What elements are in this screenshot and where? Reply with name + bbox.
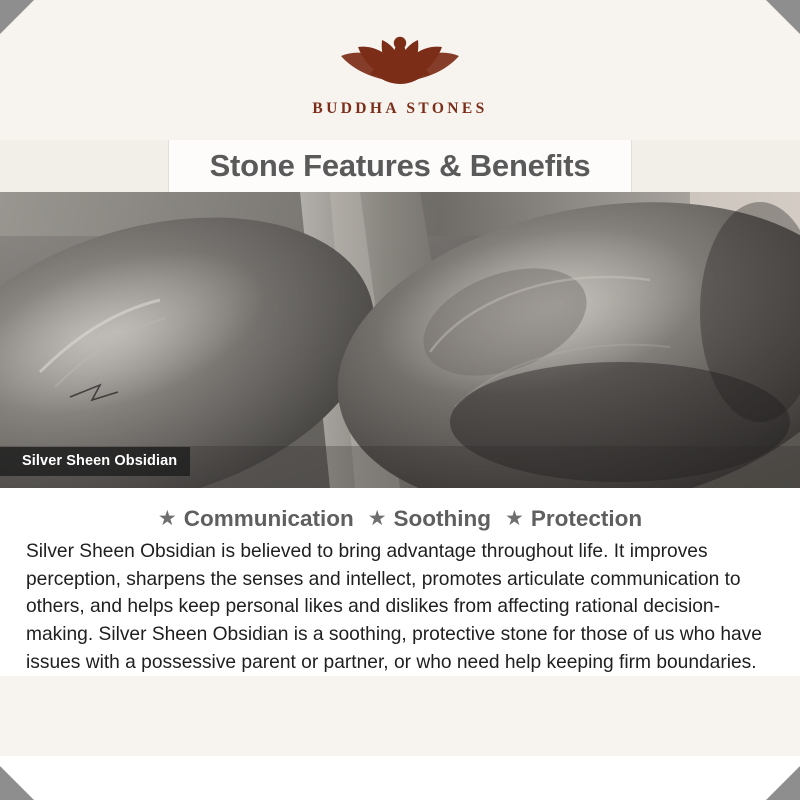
benefit-label: Communication xyxy=(183,506,354,531)
corner-decoration-bottom-right xyxy=(766,766,800,800)
content xyxy=(0,488,800,676)
star-icon: ★ xyxy=(505,506,524,530)
benefit-item xyxy=(158,506,354,532)
benefit-label: Soothing xyxy=(393,506,492,531)
footer-bar xyxy=(0,790,800,800)
lotus-meditation-figure-icon xyxy=(315,16,485,98)
title-band xyxy=(0,140,800,192)
benefit-item xyxy=(368,506,491,532)
corner-decoration-top-right xyxy=(766,0,800,34)
title-band-inner xyxy=(168,140,632,192)
benefit-label: Protection xyxy=(530,506,643,531)
stone-photo xyxy=(0,192,800,488)
stone-description: Silver Sheen Obsidian is believed to bring advantage throughout life. It improves perception, sharpens the senses and intellect, promotes articulate communication to others, and helps keep personal likes and dislikes from affecting rational decision-making. Silver Sheen Obsidian is a soothing, protective stone for those of us who have issues with a possessive parent or partner, or who need help keeping firm boundaries. xyxy=(26,541,762,673)
header xyxy=(0,0,800,140)
brand-name: BUDDHA STONES xyxy=(312,100,488,117)
obsidian-stones-photo xyxy=(0,192,800,488)
star-icon: ★ xyxy=(367,506,387,530)
photo-caption: Silver Sheen Obsidian xyxy=(0,447,190,476)
corner-decoration-top-left xyxy=(0,0,34,34)
star-icon: ★ xyxy=(157,506,177,530)
corner-decoration-bottom-left xyxy=(0,766,34,800)
benefit-item xyxy=(505,506,642,532)
benefits-list xyxy=(26,506,774,532)
page-title: Stone Features & Benefits xyxy=(209,148,591,183)
footer-strip xyxy=(0,756,800,800)
